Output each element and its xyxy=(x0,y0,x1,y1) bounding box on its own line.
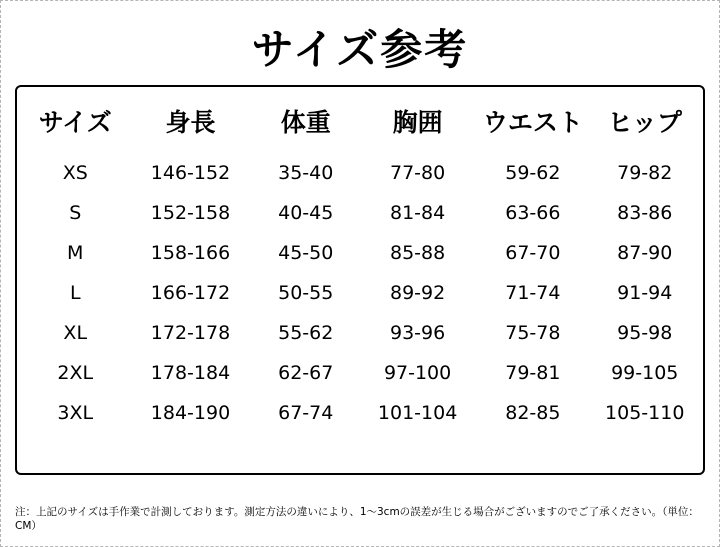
cell-hip: 105-110 xyxy=(605,402,685,425)
cell-hip: 79-82 xyxy=(617,162,673,185)
column-header-height: 身長 xyxy=(165,108,216,138)
cell-hip: 83-86 xyxy=(617,202,673,225)
cell-height: 172-178 xyxy=(150,322,231,345)
cell-bust: 77-80 xyxy=(389,162,446,185)
column-header-bust: 胸囲 xyxy=(392,108,443,138)
cell-height: 158-166 xyxy=(150,242,231,265)
cell-bust: 93-96 xyxy=(389,322,446,345)
cell-bust: 101-104 xyxy=(377,402,458,425)
size-table xyxy=(21,95,699,433)
cell-height: 152-158 xyxy=(150,202,231,225)
table-row xyxy=(21,233,699,273)
cell-weight: 40-45 xyxy=(278,202,334,225)
cell-waist: 71-74 xyxy=(505,282,561,305)
cell-waist: 82-85 xyxy=(505,402,561,425)
cell-weight: 55-62 xyxy=(278,322,334,345)
cell-size: XS xyxy=(62,162,88,185)
cell-waist: 67-70 xyxy=(505,242,561,265)
cell-waist: 63-66 xyxy=(505,202,561,225)
cell-bust: 97-100 xyxy=(383,362,452,385)
cell-weight: 67-74 xyxy=(278,402,334,425)
cell-size: 2XL xyxy=(57,362,94,385)
cell-hip: 95-98 xyxy=(617,322,673,345)
cell-bust: 89-92 xyxy=(389,282,446,305)
cell-size: M xyxy=(67,242,84,265)
table-row xyxy=(21,353,699,393)
page-title: サイズ参考 xyxy=(251,25,469,74)
table-row xyxy=(21,313,699,353)
table-header-row xyxy=(21,95,699,153)
column-header-weight: 体重 xyxy=(280,108,331,138)
column-header-size: サイズ xyxy=(38,108,112,138)
cell-size: XL xyxy=(63,322,88,345)
table-header xyxy=(21,95,699,153)
cell-size: S xyxy=(69,202,82,225)
table-row xyxy=(21,393,699,433)
cell-height: 184-190 xyxy=(150,402,231,425)
cell-height: 166-172 xyxy=(150,282,231,305)
measurement-disclaimer: 注：上記のサイズは手作業で計測しております。測定方法の違いにより、1～3cmの誤差が生じる場合がございますのでご了承ください。（単位：CM） xyxy=(15,505,699,533)
table-row xyxy=(21,273,699,313)
cell-waist: 79-81 xyxy=(505,362,561,385)
cell-weight: 50-55 xyxy=(278,282,334,305)
cell-bust: 85-88 xyxy=(389,242,446,265)
cell-size: 3XL xyxy=(57,402,94,425)
cell-size: L xyxy=(69,282,81,305)
cell-weight: 45-50 xyxy=(278,242,334,265)
cell-hip: 87-90 xyxy=(617,242,673,265)
cell-hip: 91-94 xyxy=(617,282,673,305)
size-table-container xyxy=(15,85,705,475)
table-row xyxy=(21,193,699,233)
column-header-hip: ヒップ xyxy=(607,108,682,138)
cell-height: 178-184 xyxy=(150,362,231,385)
table-row xyxy=(21,153,699,193)
cell-waist: 75-78 xyxy=(505,322,561,345)
cell-height: 146-152 xyxy=(150,162,231,185)
cell-weight: 62-67 xyxy=(278,362,334,385)
cell-hip: 99-105 xyxy=(611,362,679,385)
cell-weight: 35-40 xyxy=(278,162,334,185)
cell-bust: 81-84 xyxy=(389,202,446,225)
cell-waist: 59-62 xyxy=(505,162,561,185)
table-body xyxy=(21,153,699,433)
column-header-waist: ウエスト xyxy=(482,108,583,138)
